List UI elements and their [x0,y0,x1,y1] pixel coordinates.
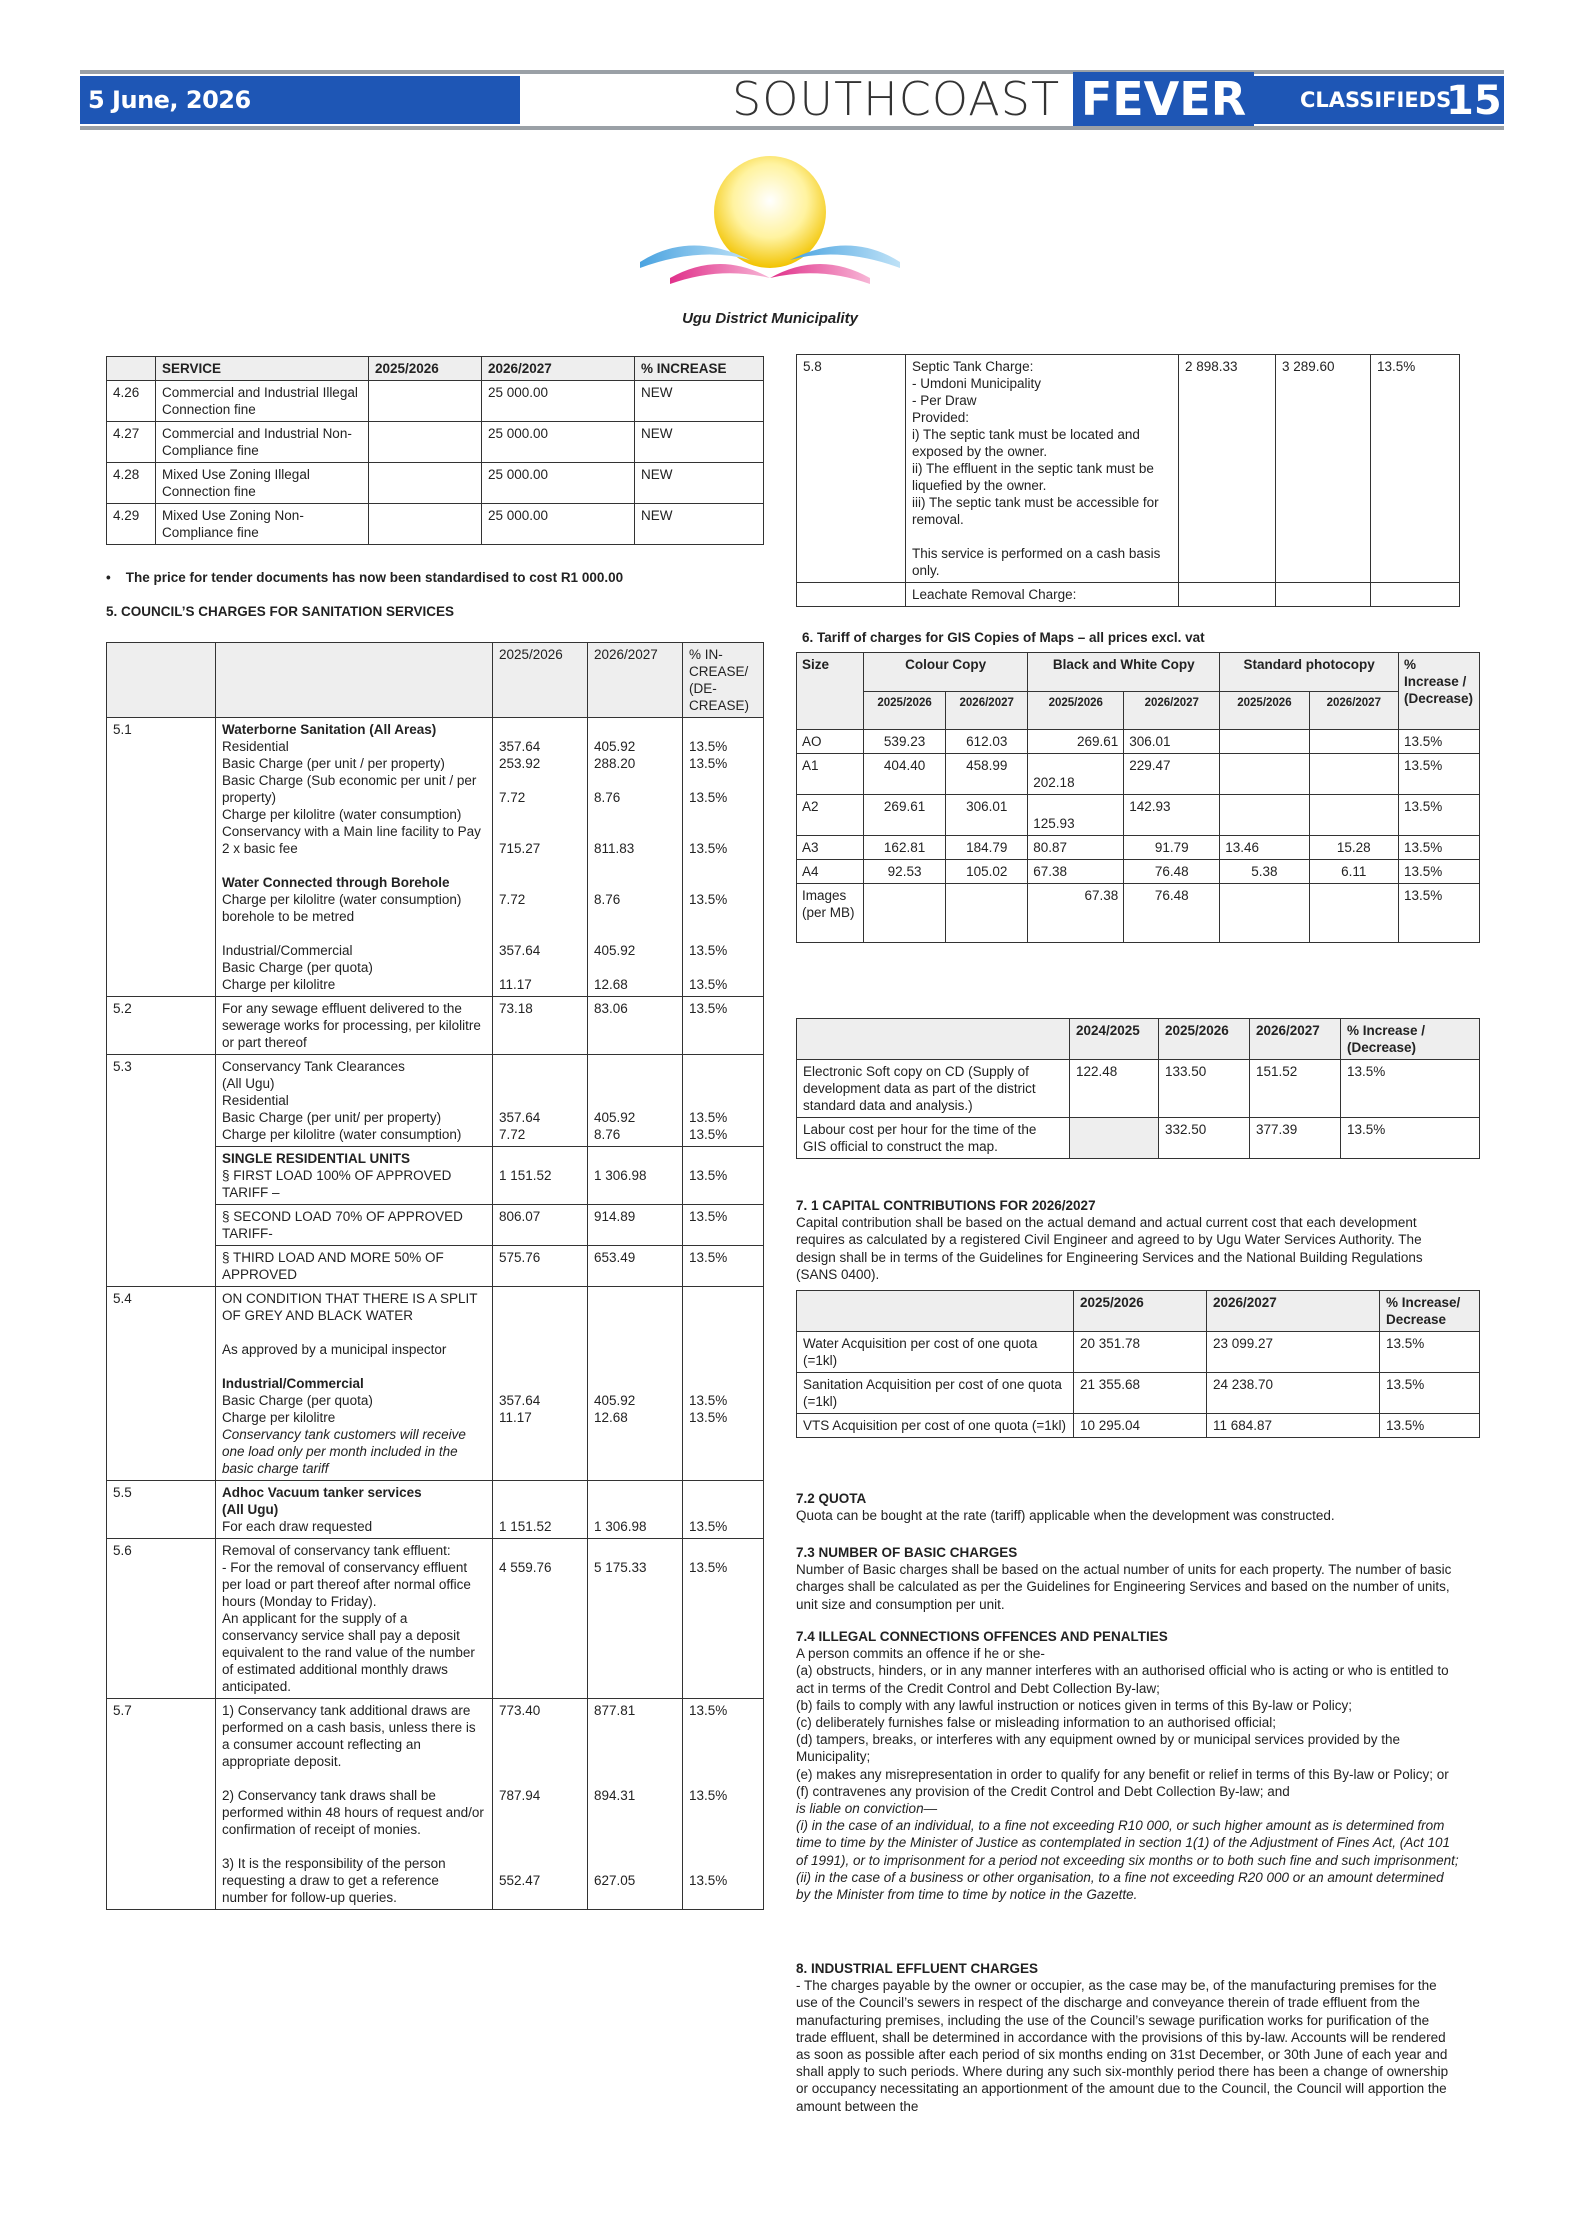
cell: 202.18 [1028,754,1124,795]
table-header-row [797,1019,1480,1060]
cell [493,1699,588,1910]
cell: A4 [797,860,864,884]
cell: 25 000.00 [482,381,635,422]
row-desc: Charge per kilolitre (water consumption) borehole to be metred Industrial/Commercial Basic Charge (per quota) Charge per kilolitre [222,892,462,992]
cell [864,884,946,943]
col-header [797,1291,1074,1332]
col-header: 2025/2026 [1220,691,1309,730]
table-row [107,1699,764,1910]
gis-maps-table [796,652,1480,943]
cell: 5.3 [107,1055,216,1287]
cell: Leachate Removal Charge: [906,583,1179,607]
cell [683,1481,764,1539]
cell: 13.5% [683,1539,764,1699]
sanitation-table [106,642,764,1910]
section-body: Number of Basic charges shall be based on the actual number of units for each property. The number of basic charges shall be calculated as per the Guidelines for Engineering Services and based on the number of units, unit size and consumption per unit. [796,1562,1452,1612]
row-title: Adhoc Vacuum tanker services (All Ugu) [222,1485,422,1517]
table-row [797,1414,1480,1438]
cell: NEW [635,381,764,422]
cell [493,1287,588,1481]
header-bottom-rule [80,126,1504,130]
cell: For any sewage effluent delivered to the sewerage works for processing, per kilolitre or part thereof [216,997,493,1055]
cell [683,1699,764,1910]
cell: 23 099.27 [1207,1332,1380,1373]
cell: 5.8 [797,355,906,583]
row-desc: ON CONDITION THAT THERE IS A SPLIT OF GREY AND BLACK WATER As approved by a municipal inspector [222,1291,478,1357]
section-body: A person commits an offence if he or she- (a) obstructs, hinders, or in any manner interferes with an authorised official who is acting or who is entitled to act in terms of the Credit Control and Debt Collection By-law; (b) fails to comply with any lawful instruction or notices given in terms of this By-law or Policy; (c) deliberately furnishes false or misleading information to an authorised official; (d) tampers, breaks, or interferes with any equipment owned by or municipal services provided by the Municipality; (e) makes any misrepresentation in order to qualify for any benefit or relief in terms of this By-law or Policy; or (f) contravenes any provision of the Credit Control and Debt Collection By-law; and [796,1646,1449,1799]
cell: 105.02 [946,860,1028,884]
table-row [797,1118,1480,1159]
col-header: % Increase / (Decrease) [1399,653,1480,730]
table-header-row [797,653,1480,692]
value: 13.5% [689,1788,728,1803]
cell: 914.89 [588,1205,683,1246]
cell: 612.03 [946,730,1028,754]
col-header: Black and White Copy [1028,653,1220,692]
cell: 4.26 [107,381,156,422]
cell: 133.50 [1159,1060,1250,1118]
cell: 377.39 [1250,1118,1341,1159]
table-header-row [107,643,764,718]
col-header: 2026/2027 [1250,1019,1341,1060]
col-header [107,643,216,718]
cell: 13.5% [1380,1373,1480,1414]
section-title: 7. 1 CAPITAL CONTRIBUTIONS FOR 2026/2027 [796,1198,1096,1213]
cell: 5.4 [107,1287,216,1481]
cell: 4.27 [107,422,156,463]
cell: 151.52 [1250,1060,1341,1118]
cell [1309,795,1398,836]
value: 357.64 253.92 7.72 715.27 [499,739,541,856]
section-body-italic: is liable on conviction— (i) in the case of an individual, to a fine not exceeding R10 000, or such higher amount as is determined from time to time by the Minister of Justice as contemplated in section 1(1) of the Adjustment of Fines Act, (Act 101 of 1991), or to imprisonment for a period not exceeding six months or to both such fine and such imprisonment; (ii) in the case of a business or other organisation, to a fine not exceeding R20 000 or an amount determined by the Minister from time to time by notice in the Gazette. [796,1801,1459,1903]
col-header: 2025/2026 [1159,1019,1250,1060]
cell: 13.5% [1399,795,1480,836]
value: 405.92 12.68 [594,1393,636,1425]
cell: AO [797,730,864,754]
cell: 184.79 [946,836,1028,860]
row-desc: 2) Conservancy tank draws shall be performed within 48 hours of request and/or confirmation of receipt of monies. [222,1788,484,1837]
cell: Commercial and Industrial Illegal Connection fine [156,381,369,422]
table-row [797,860,1480,884]
value: 552.47 [499,1873,541,1888]
cell: VTS Acquisition per cost of one quota (=1kl) [797,1414,1074,1438]
col-header [216,643,493,718]
table-row [797,884,1480,943]
section-7-1 [796,1197,1460,1283]
cell: § THIRD LOAD AND MORE 50% OF APPROVED [216,1246,493,1287]
table-row [797,1332,1480,1373]
cell: 25 000.00 [482,463,635,504]
cell: 458.99 [946,754,1028,795]
table-row [107,1287,764,1481]
row-title: Waterborne Sanitation (All Areas) [222,722,437,737]
col-header: % INCREASE [635,357,764,381]
cell [493,718,588,997]
col-header [107,357,156,381]
cell: 67.38 [1028,884,1124,943]
cell: 125.93 [1028,795,1124,836]
value: 894.31 [594,1788,636,1803]
section-body: Capital contribution shall be based on the actual demand and actual current cost that each development requires as calculated by a registered Civil Engineer and agreed to by Ugu Water Services Authority. The design shall be in terms of the Guidelines for Engineering Services and the National Building Regulations (SANS 0400). [796,1215,1423,1282]
value: 7.72 357.64 11.17 [499,892,541,992]
cell [588,1481,683,1539]
tender-note-text: The price for tender documents has now been standardised to cost R1 000.00 [125,570,624,585]
cell [588,1287,683,1481]
cell: A3 [797,836,864,860]
row-desc: Basic Charge (per quota) Charge per kilolitre [222,1393,373,1425]
cell: 13.5% 13.5% [683,1055,764,1147]
cell [216,1287,493,1481]
ugu-logo-icon [630,150,910,310]
cell [493,1481,588,1539]
cell: 10 295.04 [1074,1414,1207,1438]
section-8 [796,1960,1460,2115]
table-row [107,504,764,545]
section-title: 7.2 QUOTA [796,1491,867,1506]
cell [369,504,482,545]
section-7-2 [796,1490,1460,1524]
cell: 5.38 [1220,860,1309,884]
cell [216,1699,493,1910]
cell: 13.5% [1399,754,1480,795]
cell: Conservancy Tank Clearances (All Ugu) Residential Basic Charge (per unit/ per property) Charge per kilolitre (water consumption) [216,1055,493,1147]
cell: 13.5% [1399,884,1480,943]
cell: § SECOND LOAD 70% OF APPROVED TARIFF- [216,1205,493,1246]
cell [1179,583,1276,607]
cell: 13.5% [683,1205,764,1246]
row-note: Conservancy tank customers will receive one load only per month included in the basic charge tariff [222,1427,466,1476]
cell: A2 [797,795,864,836]
row-subtitle: Industrial/Commercial [222,1376,364,1391]
cell: 13.5% [1380,1414,1480,1438]
cell [588,718,683,997]
table-row [107,422,764,463]
cell: NEW [635,422,764,463]
cell: Electronic Soft copy on CD (Supply of development data as part of the district standard data and analysis.) [797,1060,1070,1118]
cell [1220,795,1309,836]
cell: 306.01 [946,795,1028,836]
cell: 575.76 [493,1246,588,1287]
cell [1220,884,1309,943]
table-row [797,795,1480,836]
cell: 162.81 [864,836,946,860]
cell [683,1287,764,1481]
cell [588,1147,683,1205]
cell: Commercial and Industrial Non-Compliance fine [156,422,369,463]
row-subtitle: SINGLE RESIDENTIAL UNITS [222,1151,411,1166]
cell: Sanitation Acquisition per cost of one quota (=1kl) [797,1373,1074,1414]
col-header: 2026/2027 [482,357,635,381]
col-header: 2025/2026 [864,691,946,730]
value: 1 306.98 [594,1168,647,1183]
septic-table [796,354,1460,607]
col-header [797,1019,1070,1060]
value: 787.94 [499,1788,541,1803]
row-desc: § FIRST LOAD 100% OF APPROVED TARIFF – [222,1168,452,1200]
cell: 13.5% [1341,1118,1480,1159]
value: 773.40 [499,1703,541,1718]
cell: 67.38 [1028,860,1124,884]
cell: 4 559.76 [493,1539,588,1699]
cell [1371,583,1460,607]
cell [797,583,906,607]
cell: 142.93 [1124,795,1220,836]
section-title: 7.4 ILLEGAL CONNECTIONS OFFENCES AND PENALTIES [796,1629,1168,1644]
cell [1220,754,1309,795]
table-row [107,997,764,1055]
value: 627.05 [594,1873,636,1888]
value: 13.5% 13.5% 13.5% 13.5% [689,739,728,856]
cell: 25 000.00 [482,504,635,545]
cell: 5.1 [107,718,216,997]
cell: Water Acquisition per cost of one quota (=1kl) [797,1332,1074,1373]
cell: 91.79 [1124,836,1220,860]
table-row [797,730,1480,754]
section-title: 8. INDUSTRIAL EFFLUENT CHARGES [796,1961,1039,1976]
cell: 80.87 [1028,836,1124,860]
col-header: 2026/2027 [1309,691,1398,730]
col-header: 2024/2025 [1070,1019,1159,1060]
table-row [797,1373,1480,1414]
table-row [797,355,1460,583]
cell: Mixed Use Zoning Non-Compliance fine [156,504,369,545]
cell: 21 355.68 [1074,1373,1207,1414]
value: 1 151.52 [499,1168,552,1183]
col-header: % IN- CREASE/ (DE- CREASE) [683,643,764,718]
cell: 806.07 [493,1205,588,1246]
section6-title: 6. Tariff of charges for GIS Copies of Maps – all prices excl. vat [802,630,1205,645]
row-desc: Residential Basic Charge (per unit / per property) Basic Charge (Sub economic per unit / per property) Charge per kilolitre (water consumption) Conservancy with a Main line facility to Pay 2 x basic fee [222,739,481,856]
cell [493,1147,588,1205]
cell: 5.6 [107,1539,216,1699]
cell: 229.47 [1124,754,1220,795]
cell: 357.64 7.72 [493,1055,588,1147]
value: 405.92 288.20 8.76 811.83 [594,739,636,856]
value: 13.5% 13.5% [689,1393,728,1425]
col-header: Colour Copy [864,653,1028,692]
bullet-icon: • [106,570,126,585]
section-label: CLASSIFIEDS [1300,88,1452,112]
cell: 5.5 [107,1481,216,1539]
col-header: Standard photocopy [1220,653,1399,692]
capital-contributions-table [796,1290,1480,1438]
table-row [107,1539,764,1699]
row-desc: 3) It is the responsibility of the person requesting a draw to get a reference number for follow-up queries. [222,1856,446,1905]
cell [369,463,482,504]
issue-date: 5 June, 2026 [88,86,251,114]
cell: 122.48 [1070,1060,1159,1118]
value: 1 306.98 [594,1519,647,1534]
cell [1070,1118,1159,1159]
gis-services-table [796,1018,1480,1159]
cell: 92.53 [864,860,946,884]
cell [216,1481,493,1539]
cell: 13.5% [683,997,764,1055]
col-header: SERVICE [156,357,369,381]
col-header: Size [797,653,864,730]
section-title: 7.3 NUMBER OF BASIC CHARGES [796,1545,1018,1560]
section-body: Quota can be bought at the rate (tariff) applicable when the development was constructed. [796,1508,1335,1524]
col-header: 2025/2026 [369,357,482,381]
cell [1309,754,1398,795]
cell: Mixed Use Zoning Illegal Connection fine [156,463,369,504]
table-row [107,1055,764,1147]
masthead-light: SOUTHCOAST [732,72,1061,126]
col-header: 2026/2027 [1124,691,1220,730]
value: 877.81 [594,1703,636,1718]
col-header: % Increase / (Decrease) [1341,1019,1480,1060]
cell: 83.06 [588,997,683,1055]
table-row [107,1481,764,1539]
cell: 24 238.70 [1207,1373,1380,1414]
cell: 332.50 [1159,1118,1250,1159]
cell: 13.5% [1380,1332,1480,1373]
table-subheader-row [797,691,1480,730]
value: 13.5% [689,1703,728,1718]
value: 13.5% [689,1873,728,1888]
row-subtitle: Water Connected through Borehole [222,875,450,890]
cell [683,718,764,997]
cell: 13.5% [1371,355,1460,583]
cell: 4.29 [107,504,156,545]
col-header: % Increase/ Decrease [1380,1291,1480,1332]
cell: 13.46 [1220,836,1309,860]
cell: NEW [635,504,764,545]
section-7-4 [796,1628,1460,1903]
cell: 15.28 [1309,836,1398,860]
col-header: 2025/2026 [1028,691,1124,730]
tender-note [106,570,623,585]
cell: 73.18 [493,997,588,1055]
cell: 25 000.00 [482,422,635,463]
cell: 405.92 8.76 [588,1055,683,1147]
cell: 5 175.33 [588,1539,683,1699]
cell [369,422,482,463]
table-header-row [107,357,764,381]
col-header: 2026/2027 [946,691,1028,730]
cell: 653.49 [588,1246,683,1287]
table-row [107,718,764,997]
cell: 306.01 [1124,730,1220,754]
table-row [107,381,764,422]
cell: 5.2 [107,997,216,1055]
cell: 13.5% [1341,1060,1480,1118]
value: 13.5% [689,1519,728,1534]
cell [588,1699,683,1910]
cell: 269.61 [1028,730,1124,754]
cell [1276,583,1371,607]
cell [1309,730,1398,754]
logo-caption: Ugu District Municipality [682,310,858,327]
col-header: 2026/2027 [1207,1291,1380,1332]
cell: 6.11 [1309,860,1398,884]
cell: 5.7 [107,1699,216,1910]
cell [216,718,493,997]
cell: A1 [797,754,864,795]
cell: Images (per MB) [797,884,864,943]
cell: 3 289.60 [1276,355,1371,583]
cell: 4.28 [107,463,156,504]
section-7-3 [796,1544,1460,1613]
cell: 404.40 [864,754,946,795]
value: 13.5% 13.5% 13.5% [689,892,728,992]
cell: 2 898.33 [1179,355,1276,583]
masthead [732,74,1254,124]
cell: Removal of conservancy tank effluent: - For the removal of conservancy effluent per load or part thereof after normal office hours (Monday to Friday). An applicant for the supply of a conservancy service shall pay a deposit equivalent to the rand value of the number of estimated additional monthly draws anticipated. [216,1539,493,1699]
cell [1220,730,1309,754]
value: 13.5% [689,1168,728,1183]
row-desc: 1) Conservancy tank additional draws are performed on a cash basis, unless there is a consumer account reflecting an appropriate deposit. [222,1703,476,1769]
table-row [797,583,1460,607]
cell [946,884,1028,943]
cell: 13.5% [1399,860,1480,884]
section-body: - The charges payable by the owner or occupier, as the case may be, of the manufacturing premises for the use of the Council’s sewers in respect of the discharge and conveyance therein of trade effluent from the manufacturing premises, including the use of the Council’s sewage purification works for purification of the trade effluent, shall be determined in accordance with the provisions of this by-law. Accounts will be rendered as soon as possible after each period of six months ending on 31st December, or 30th June of each year and shall apply to such periods. Where during any such six-monthly period there has been a change of ownership or occupancy necessitating an apportionment of the amount due to the Council, the Council will apportion the amount between the [796,1978,1449,2114]
table-row [107,463,764,504]
cell [369,381,482,422]
col-header: 2025/2026 [1074,1291,1207,1332]
row-desc: For each draw requested [222,1519,373,1534]
table-header-row [797,1291,1480,1332]
cell: Labour cost per hour for the time of the GIS official to construct the map. [797,1118,1070,1159]
value: 8.76 405.92 12.68 [594,892,636,992]
cell: 11 684.87 [1207,1414,1380,1438]
cell [216,1147,493,1205]
cell: 76.48 [1124,884,1220,943]
cell: 13.5% [1399,836,1480,860]
col-header: 2026/2027 [588,643,683,718]
cell: 13.5% [683,1246,764,1287]
section5-title: 5. COUNCIL’S CHARGES FOR SANITATION SERVICES [106,604,455,619]
cell: 269.61 [864,795,946,836]
cell [683,1147,764,1205]
masthead-bold: FEVER [1073,72,1254,126]
col-header: 2025/2026 [493,643,588,718]
cell [1309,884,1398,943]
table-row [797,754,1480,795]
value: 357.64 11.17 [499,1393,541,1425]
table-row [797,1060,1480,1118]
table-row [797,836,1480,860]
cell: 76.48 [1124,860,1220,884]
value: 1 151.52 [499,1519,552,1534]
cell: 539.23 [864,730,946,754]
cell: 13.5% [1399,730,1480,754]
page-number: 15 [1446,78,1502,124]
cell: 20 351.78 [1074,1332,1207,1373]
cell: Septic Tank Charge: - Umdoni Municipality - Per Draw Provided: i) The septic tank must be located and exposed by the owner. ii) The effluent in the septic tank must be liquefied by the owner. iii) The septic tank must be accessible for removal. This service is performed on a cash basis only. [906,355,1179,583]
fines-table [106,356,764,545]
cell: NEW [635,463,764,504]
